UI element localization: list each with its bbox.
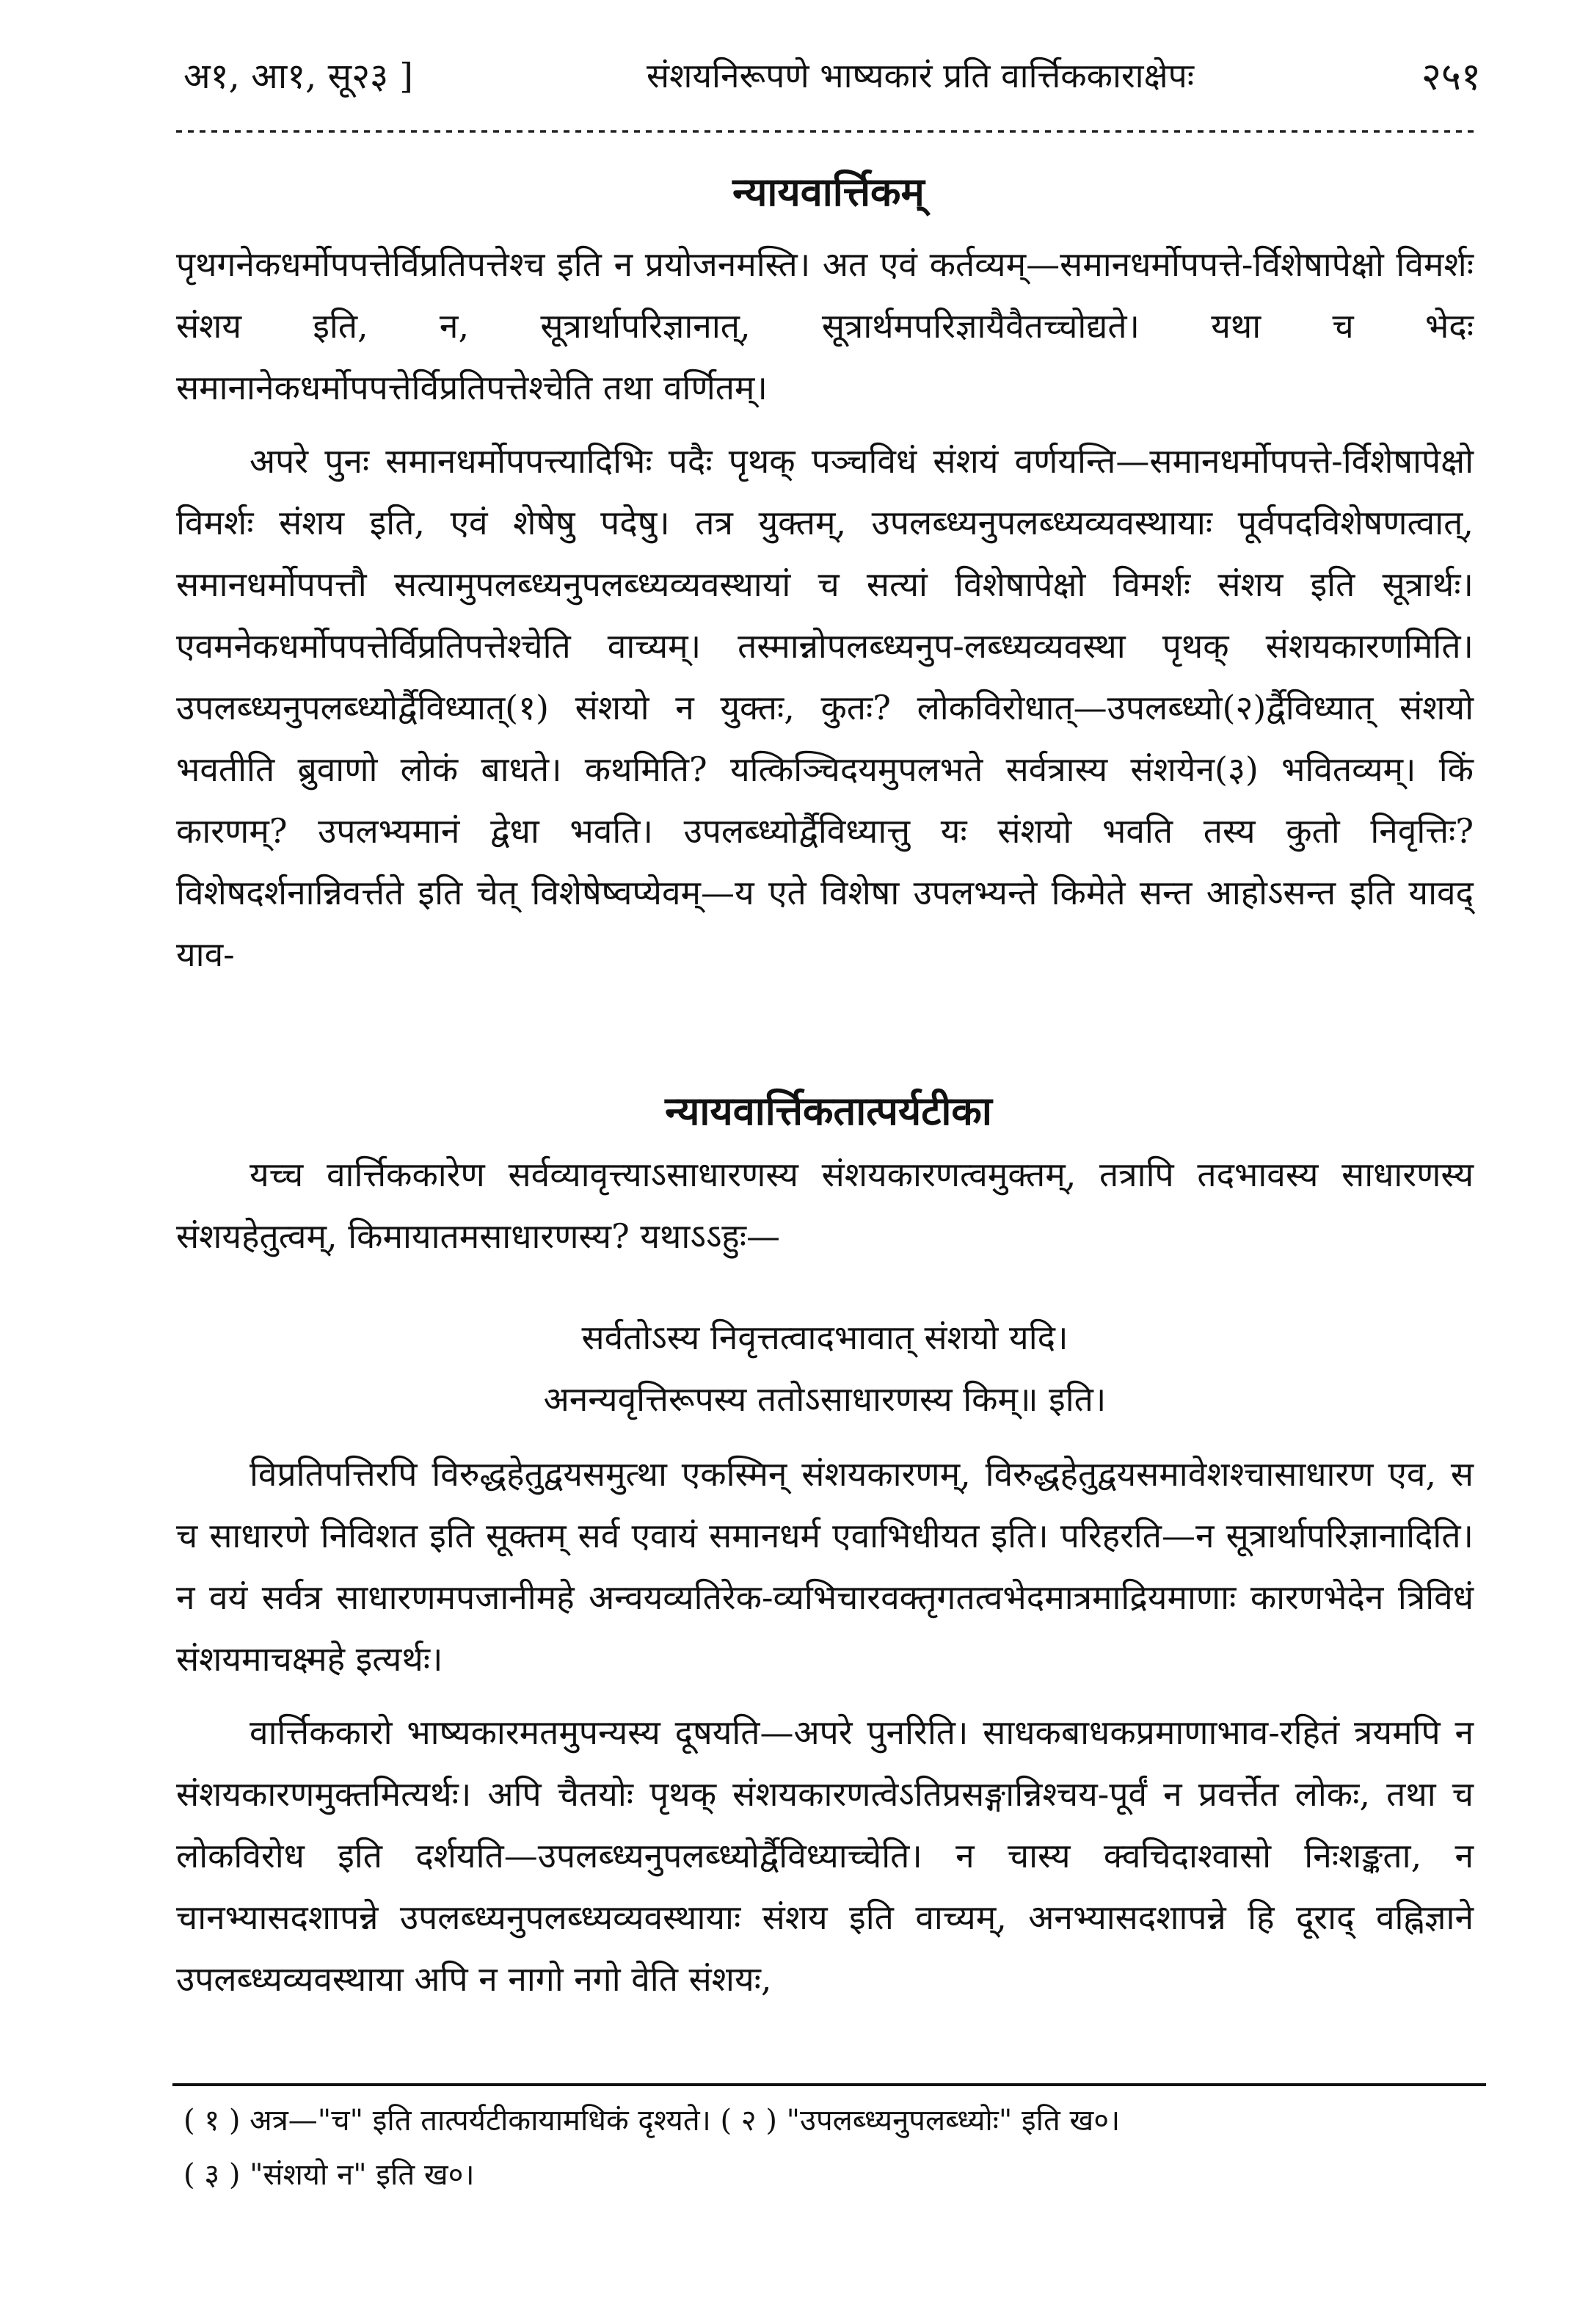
tika-text bbox=[176, 1443, 1474, 2022]
paragraph: वार्त्तिककारो भाष्यकारमतमुपन्यस्य दूषयति—अपरे पुनरिति। साधकबाधकप्रमाणाभाव-रहितं त्रयमपि न संशयकारणमुक्तमित्यर्थः। अपि चैतयोः पृथक् संशयकारणत्वेऽतिप्रसङ्गान्निश्चय-पूर्वं न प्रवर्त्तेत लोकः, तथा च लोकविरोध इति दर्शयति—उपलब्ध्यनुपलब्ध्योर्द्वैविध्याच्चेति। न चास्य क्वचिदाश्वासो निःशङ्कता, न चानभ्यासदशापन्ने उपलब्ध्यनुपलब्ध्यव्यवस्थायाः संशय इति वाच्यम्, अनभ्यासदशापन्ने हि दूराद् वह्निज्ञाने उपलब्ध्यव्यवस्थाया अपि न नागो नगो वेति संशयः, bbox=[176, 1713, 1474, 1999]
section-heading-vartika: न्यायवार्त्तिकम् bbox=[732, 168, 925, 215]
paragraph: यच्च वार्त्तिककारेण सर्वव्यावृत्त्याऽसाधारणस्य संशयकारणत्वमुक्तम्, तत्रापि तदभावस्य साधारणस्य संशयहेतुत्वम्, किमायातमसाधारणस्य? यथाऽऽहुः— bbox=[176, 1155, 1474, 1256]
verse-line: सर्वतोऽस्य निवृत्तत्वादभावात् संशयो यदि। bbox=[581, 1318, 1068, 1357]
footnote-rule bbox=[172, 2083, 1486, 2086]
paragraph: अपरे पुनः समानधर्मोपपत्त्यादिभिः पदैः पृथक् पञ्चविधं संशयं वर्णयन्ति—समानधर्मोपपत्ते-र्विशेषापेक्षो विमर्शः संशय इति, एवं शेषेषु पदेषु। तत्र युक्तम्, उपलब्ध्यनुपलब्ध्यव्यवस्थायाः पूर्वपदविशेषणत्वात्, समानधर्मोपपत्तौ सत्यामुपलब्ध्यनुपलब्ध्यव्यवस्थायां च सत्यां विशेषापेक्षो विमर्शः संशय इति सूत्रार्थः। एवमनेकधर्मोपपत्तेर्विप्रतिपत्तेश्चेति वाच्यम्। तस्मान्नोपलब्ध्यनुप-लब्ध्यव्यवस्था पृथक् संशयकारणमिति। उपलब्ध्यनुपलब्ध्योर्द्वैविध्यात्(१) संशयो न युक्तः, कुतः? लोकविरोधात्—उपलब्ध्यो(२)र्द्वैविध्यात् संशयो भवतीति ब्रुवाणो लोकं बाधते। कथमिति? यत्किञ्चिदयमुपलभते सर्वत्रास्य संशयेन(३) भवितव्यम्। किं कारणम्? उपलभ्यमानं द्वेधा भवति। उपलब्ध्योर्द्वैविध्यात्तु यः संशयो भवति तस्य कुतो निवृत्तिः? विशेषदर्शनान्निवर्त्तते इति चेत् विशेषेष्वप्येवम्—य एते विशेषा उपलभ्यन्ते किमेते सन्त आहोऽसन्त इति यावद् याव- bbox=[176, 441, 1474, 974]
footnotes bbox=[183, 2094, 1481, 2202]
footnote-line: ( १ ) अत्र—"च" इति तात्पर्यटीकायामधिकं दृश्यते। ( २ ) "उपलब्ध्यनुपलब्ध्योः" इति ख०। bbox=[183, 2104, 1121, 2138]
section-heading-tika: न्यायवार्त्तिकतात्पर्यटीका bbox=[665, 1087, 992, 1134]
page-number: २५१ bbox=[1421, 54, 1481, 99]
tika-intro bbox=[176, 1144, 1474, 1279]
running-head bbox=[183, 46, 1481, 104]
footnote-line: ( ३ ) "संशयो न" इति ख०। bbox=[183, 2158, 475, 2192]
verse bbox=[176, 1307, 1474, 1430]
paragraph: पृथगनेकधर्मोपपत्तेर्विप्रतिपत्तेश्च इति न प्रयोजनमस्ति। अत एवं कर्तव्यम्—समानधर्मोपपत्ते-र्विशेषापेक्षो विमर्शः संशय इति, न, सूत्रार्थापरिज्ञानात्, सूत्रार्थमपरिज्ञायैवैतच्चोद्यते। यथा च भेदः समानानेकधर्मोपपत्तेर्विप्रतिपत्तेश्चेति तथा वर्णितम्। bbox=[176, 244, 1474, 407]
paragraph: विप्रतिपत्तिरपि विरुद्धहेतुद्वयसमुत्था एकस्मिन् संशयकारणम्, विरुद्धहेतुद्वयसमावेशश्चासाधारण एव, स च साधारणे निविशत इति सूक्तम् सर्व एवायं समानधर्म एवाभिधीयत इति। परिहरति—न सूत्रार्थापरिज्ञानादिति। न वयं सर्वत्र साधारणमपजानीमहे अन्वयव्यतिरेक-व्यभिचारवक्तृगतत्वभेदमात्रमाद्रियमाणाः कारणभेदेन त्रिविधं संशयमाचक्ष्महे इत्यर्थः। bbox=[176, 1454, 1474, 1679]
vartika-text bbox=[176, 233, 1474, 997]
verse-line: अनन्यवृत्तिरूपस्य ततोऽसाधारणस्य किम्॥ इति। bbox=[543, 1379, 1107, 1419]
running-title: संशयनिरूपणे भाष्यकारं प्रति वार्त्तिककाराक्षेपः bbox=[646, 56, 1194, 95]
wavy-divider bbox=[176, 125, 1475, 138]
chapter-reference: अ१, आ१, सू२३ ] bbox=[183, 55, 414, 97]
